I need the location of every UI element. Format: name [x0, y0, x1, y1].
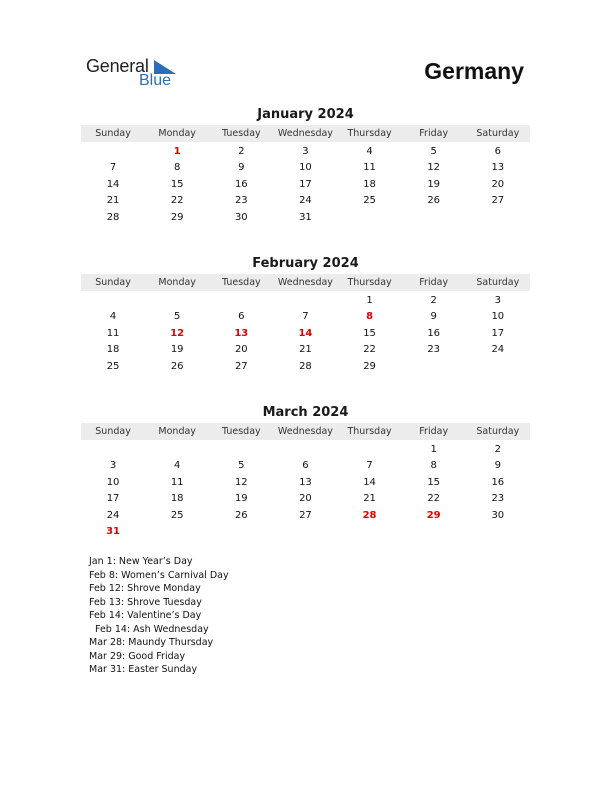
holiday-item: Feb 14: Valentine’s Day	[89, 610, 202, 621]
holiday-day-cell: 1	[173, 145, 181, 157]
day-cell: 9	[238, 162, 245, 174]
day-cell	[145, 293, 209, 310]
day-cell: 5	[430, 145, 437, 157]
month-february	[81, 255, 530, 375]
holiday-day-cell: 12	[170, 327, 185, 339]
day-cell: 27	[299, 509, 312, 521]
week-row	[81, 475, 530, 492]
day-cell: 24	[299, 195, 312, 207]
day-cell: 28	[106, 211, 120, 223]
day-cell: 12	[427, 162, 441, 174]
day-cell: 25	[363, 195, 376, 207]
day-cell: 27	[491, 195, 505, 207]
day-cell: 12	[234, 476, 248, 488]
day-cell: 26	[170, 360, 184, 372]
holiday-item: Mar 29: Good Friday	[89, 650, 186, 662]
weekday-label: Wednesday	[277, 277, 333, 288]
day-cell: 3	[302, 145, 309, 157]
day-cell: 25	[106, 360, 120, 372]
day-cell	[145, 524, 209, 541]
day-cell	[338, 524, 402, 541]
day-cell: 18	[170, 493, 184, 505]
day-cell: 23	[427, 344, 441, 356]
holiday-day-cell: 13	[234, 327, 249, 339]
day-cell: 31	[299, 211, 312, 223]
weekday-label: Saturday	[476, 426, 520, 437]
day-cell: 28	[299, 360, 312, 372]
day-cell: 18	[363, 178, 376, 190]
day-cell	[81, 293, 145, 310]
day-cell: 22	[170, 195, 184, 207]
week-row	[81, 326, 530, 343]
day-cell: 7	[366, 460, 373, 472]
day-cell: 29	[170, 211, 184, 223]
day-cell: 11	[363, 162, 376, 174]
week-row	[81, 442, 530, 459]
day-cell: 4	[174, 460, 181, 472]
day-cell: 1	[430, 443, 437, 455]
day-cell: 20	[234, 344, 248, 356]
weekday-label: Thursday	[347, 128, 392, 139]
holiday-item: Mar 31: Easter Sunday	[89, 664, 198, 675]
day-cell: 17	[106, 493, 120, 505]
day-cell	[402, 359, 466, 376]
day-cell: 7	[302, 311, 309, 323]
day-cell	[273, 442, 337, 459]
weekday-label: Friday	[419, 128, 449, 139]
day-cell: 20	[491, 178, 505, 190]
weekday-label: Wednesday	[277, 128, 333, 139]
day-cell: 23	[491, 493, 505, 505]
month-march	[81, 404, 530, 541]
day-cell: 4	[366, 145, 373, 157]
day-cell: 19	[234, 493, 248, 505]
day-cell: 16	[427, 327, 441, 339]
day-cell: 7	[109, 162, 117, 174]
day-cell: 15	[427, 476, 441, 488]
weekday-label: Saturday	[476, 277, 520, 288]
day-cell: 2	[494, 443, 501, 455]
day-cell	[338, 442, 402, 459]
day-cell	[466, 359, 530, 376]
weekday-label: Sunday	[95, 128, 131, 139]
logo-text-general: General	[86, 56, 149, 76]
weekday-label: Sunday	[95, 426, 131, 437]
day-cell: 15	[170, 178, 184, 190]
day-cell	[466, 210, 530, 227]
week-row	[81, 491, 530, 508]
day-cell: 11	[170, 476, 184, 488]
day-cell: 30	[491, 509, 505, 521]
day-cell: 21	[363, 493, 376, 505]
weekday-label: Friday	[419, 277, 449, 288]
weekday-label: Friday	[419, 426, 449, 437]
holiday-item: Feb 14: Ash Wednesday	[95, 623, 209, 635]
day-cell: 8	[174, 162, 181, 174]
day-cell: 21	[106, 195, 120, 207]
day-cell: 17	[491, 327, 505, 339]
weekday-label: Monday	[158, 277, 196, 288]
week-row	[81, 458, 530, 475]
month-title: March 2024	[262, 405, 349, 420]
day-cell	[209, 293, 273, 310]
weeks	[81, 142, 530, 226]
weekday-label: Saturday	[476, 128, 520, 139]
weekday-label: Wednesday	[277, 426, 333, 437]
day-cell: 30	[234, 211, 248, 223]
week-row	[81, 342, 530, 359]
day-cell: 13	[491, 162, 505, 174]
day-cell: 6	[238, 311, 245, 323]
week-row	[81, 210, 530, 227]
day-cell	[273, 293, 337, 310]
weekday-label: Tuesday	[221, 277, 261, 288]
day-cell: 26	[234, 509, 248, 521]
day-cell: 1	[366, 294, 373, 306]
week-row	[81, 309, 530, 326]
day-cell: 19	[427, 178, 441, 190]
week-row	[81, 508, 530, 525]
day-cell: 17	[299, 178, 312, 190]
weekday-label: Monday	[158, 128, 196, 139]
weeks	[81, 440, 530, 541]
day-cell	[209, 524, 273, 541]
month-january	[81, 106, 530, 226]
day-cell: 23	[234, 195, 248, 207]
weekday-label: Thursday	[347, 426, 392, 437]
day-cell: 26	[427, 195, 441, 207]
day-cell: 19	[170, 344, 184, 356]
day-cell: 25	[170, 509, 184, 521]
holiday-item: Feb 8: Women’s Carnival Day	[89, 569, 229, 581]
logo-text-blue: Blue	[139, 72, 172, 89]
holiday-item: Jan 1: New Year’s Day	[89, 556, 193, 567]
weekday-header	[81, 274, 530, 291]
day-cell: 24	[491, 344, 505, 356]
logo	[86, 56, 186, 92]
holiday-day-cell: 14	[298, 327, 313, 339]
weekday-header	[81, 423, 530, 440]
week-row	[81, 193, 530, 210]
day-cell: 4	[109, 311, 117, 323]
day-cell: 10	[299, 162, 312, 174]
holiday-item: Feb 12: Shrove Monday	[89, 583, 201, 594]
day-cell: 15	[363, 327, 376, 339]
day-cell: 14	[106, 178, 120, 190]
weekday-label: Monday	[158, 426, 196, 437]
holiday-item: Mar 28: Maundy Thursday	[89, 637, 214, 648]
weekday-label: Sunday	[95, 277, 131, 288]
holiday-list	[89, 555, 229, 677]
day-cell: 14	[363, 476, 376, 488]
weekday-label: Tuesday	[221, 426, 261, 437]
day-cell: 9	[494, 460, 501, 472]
weekday-label: Thursday	[347, 277, 392, 288]
day-cell: 6	[494, 145, 501, 157]
day-cell: 24	[106, 509, 120, 521]
day-cell: 9	[430, 311, 437, 323]
day-cell: 5	[174, 311, 181, 323]
day-cell: 2	[238, 145, 245, 157]
holiday-item: Feb 13: Shrove Tuesday	[89, 596, 202, 608]
holiday-day-cell: 31	[106, 526, 121, 538]
month-title: January 2024	[257, 107, 354, 122]
day-cell	[81, 144, 145, 161]
week-row	[81, 177, 530, 194]
day-cell	[81, 442, 145, 459]
day-cell	[402, 524, 466, 541]
week-row	[81, 359, 530, 376]
day-cell: 13	[299, 476, 312, 488]
day-cell: 2	[430, 294, 437, 306]
day-cell	[145, 442, 209, 459]
weeks	[81, 291, 530, 375]
country-title: Germany	[424, 58, 524, 84]
day-cell	[338, 210, 402, 227]
day-cell: 3	[494, 294, 501, 306]
day-cell: 21	[299, 344, 312, 356]
holiday-day-cell: 29	[426, 509, 441, 521]
day-cell	[402, 210, 466, 227]
week-row	[81, 524, 530, 541]
day-cell: 29	[363, 360, 376, 372]
day-cell: 10	[491, 311, 505, 323]
month-title: February 2024	[252, 256, 359, 271]
day-cell	[466, 524, 530, 541]
week-row	[81, 160, 530, 177]
day-cell: 18	[106, 344, 120, 356]
week-row	[81, 293, 530, 310]
week-row	[81, 144, 530, 161]
holiday-day-cell: 8	[366, 311, 374, 323]
day-cell: 3	[109, 460, 117, 472]
day-cell: 8	[430, 460, 437, 472]
day-cell: 16	[234, 178, 248, 190]
day-cell: 11	[106, 327, 120, 339]
day-cell: 22	[427, 493, 441, 505]
day-cell: 22	[363, 344, 376, 356]
day-cell	[209, 442, 273, 459]
day-cell: 20	[299, 493, 312, 505]
weekday-label: Tuesday	[221, 128, 261, 139]
weekday-header	[81, 125, 530, 142]
holiday-day-cell: 28	[362, 509, 377, 521]
day-cell: 16	[491, 476, 505, 488]
day-cell: 6	[302, 460, 309, 472]
day-cell: 27	[234, 360, 248, 372]
day-cell	[273, 524, 337, 541]
day-cell: 10	[106, 476, 120, 488]
day-cell: 5	[238, 460, 245, 472]
